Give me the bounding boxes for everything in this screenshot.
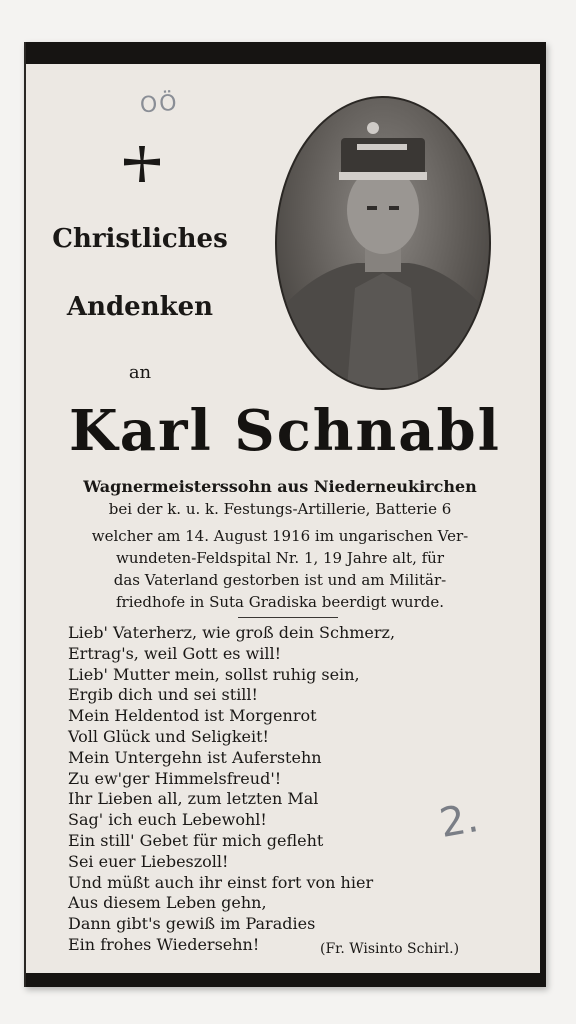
poem-line: Ertrag's, weil Gott es will! [68, 643, 282, 663]
poem-line: Sei euer Liebeszoll! [68, 851, 229, 871]
heading-christliches: Christliches [52, 224, 228, 254]
poem-line: Lieb' Mutter mein, sollst ruhig sein, [68, 664, 360, 684]
right-black-border [540, 42, 546, 987]
left-border [24, 42, 26, 987]
poem-credit: (Fr. Wisinto Schirl.) [320, 941, 460, 957]
heading-andenken: Andenken [66, 292, 214, 322]
poem-line: Ihr Lieben all, zum letzten Mal [68, 789, 319, 809]
divider-line [238, 617, 338, 618]
soldier-photo-image [277, 98, 489, 388]
info-line-6: friedhofe in Suta Gradiska beerdigt wurde. [115, 593, 445, 611]
soldier-portrait [275, 96, 491, 390]
iron-cross-icon [122, 144, 162, 184]
poem-line: Mein Untergehn ist Auferstehn [68, 747, 322, 767]
poem-line: Mein Heldentod ist Morgenrot [68, 706, 317, 726]
info-line-1: Wagnermeisterssohn aus Niederneukirchen [83, 477, 477, 496]
poem-line: Sag' ich euch Lebewohl! [68, 810, 267, 830]
pencil-note-side: 2. [436, 795, 482, 847]
deceased-name: Karl Schnabl [69, 398, 501, 464]
heading-an: an [128, 362, 152, 383]
poem-line: Aus diesem Leben gehn, [68, 893, 267, 913]
info-line-3: welcher am 14. August 1916 im ungarischen Ver- [91, 527, 469, 545]
info-line-5: das Vaterland gestorben ist und am Militär- [113, 571, 447, 589]
poem-line: Lieb' Vaterherz, wie groß dein Schmerz, [68, 623, 396, 642]
poem-line: Voll Glück und Seligkeit! [68, 726, 269, 746]
poem [68, 623, 395, 956]
poem-line: Ergib dich und sei still! [68, 685, 258, 705]
info-line-2: bei der k. u. k. Festungs-Artillerie, Batterie 6 [108, 500, 452, 518]
poem-line: Dann gibt's gewiß im Paradies [68, 914, 316, 934]
poem-line: Ein frohes Wiedersehn! [68, 934, 260, 954]
poem-line: Zu ew'ger Himmelsfreud'! [68, 768, 282, 788]
pencil-note-top: OÖ [139, 90, 180, 119]
top-black-border [24, 42, 546, 64]
info-line-4: wundeten-Feldspital Nr. 1, 19 Jahre alt, für [115, 549, 444, 567]
poem-line: Ein still' Gebet für mich gefleht [68, 830, 324, 850]
poem-line: Und müßt auch ihr einst fort von hier [68, 872, 374, 892]
bottom-black-border [24, 973, 546, 987]
